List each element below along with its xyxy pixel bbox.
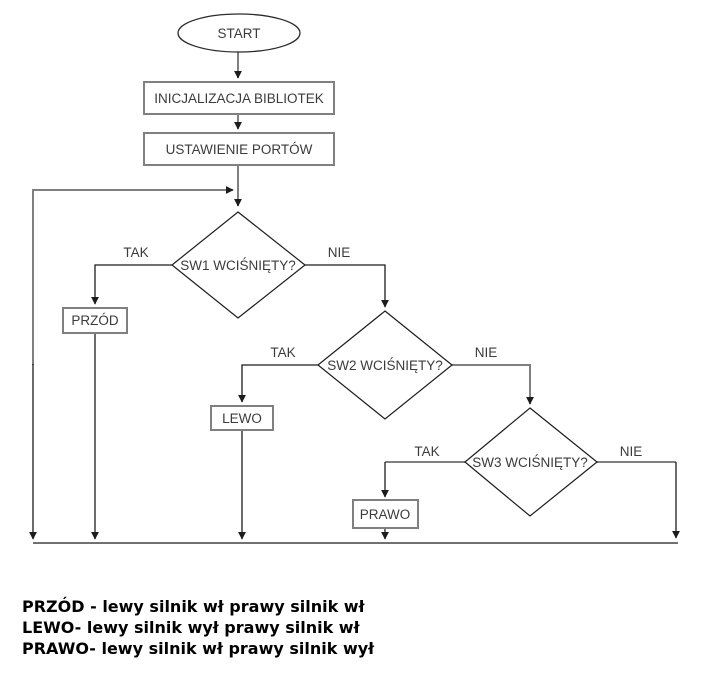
sw1-nie-label: NIE <box>327 245 351 260</box>
connector-sw1-tak-to-przod <box>95 265 172 304</box>
prawo-label: PRAWO <box>359 507 411 522</box>
sw1-label: SW1 WCIŚNIĘTY? <box>180 258 296 273</box>
sw2-tak-label: TAK <box>270 345 296 360</box>
init-label: INICJALIZACJA BIBLIOTEK <box>154 91 324 106</box>
start-label: START <box>217 26 261 41</box>
sw2-label: SW2 WCIŚNIĘTY? <box>327 358 443 373</box>
sw2-nie-label: NIE <box>474 345 498 360</box>
ports-label: USTAWIENIE PORTÓW <box>165 142 313 157</box>
sw3-label: SW3 WCIŚNIĘTY? <box>472 455 588 470</box>
legend-line-prawo: PRAWO- lewy silnik wł prawy silnik wył <box>22 639 375 658</box>
legend-line-przod: PRZÓD - lewy silnik wł prawy silnik wł <box>22 597 365 616</box>
przod-label: PRZÓD <box>71 313 119 328</box>
connector-sw2-nie-to-sw3 <box>452 365 530 404</box>
legend-line-lewo: LEWO- lewy silnik wył prawy silnik wł <box>22 618 360 637</box>
sw3-nie-label: NIE <box>619 444 643 459</box>
sw3-tak-label: TAK <box>414 444 440 459</box>
connector-sw2-tak-to-lewo <box>242 365 318 402</box>
connector-sw1-nie-to-sw2 <box>305 265 385 307</box>
lewo-label: LEWO <box>222 411 262 426</box>
sw1-tak-label: TAK <box>123 245 149 260</box>
